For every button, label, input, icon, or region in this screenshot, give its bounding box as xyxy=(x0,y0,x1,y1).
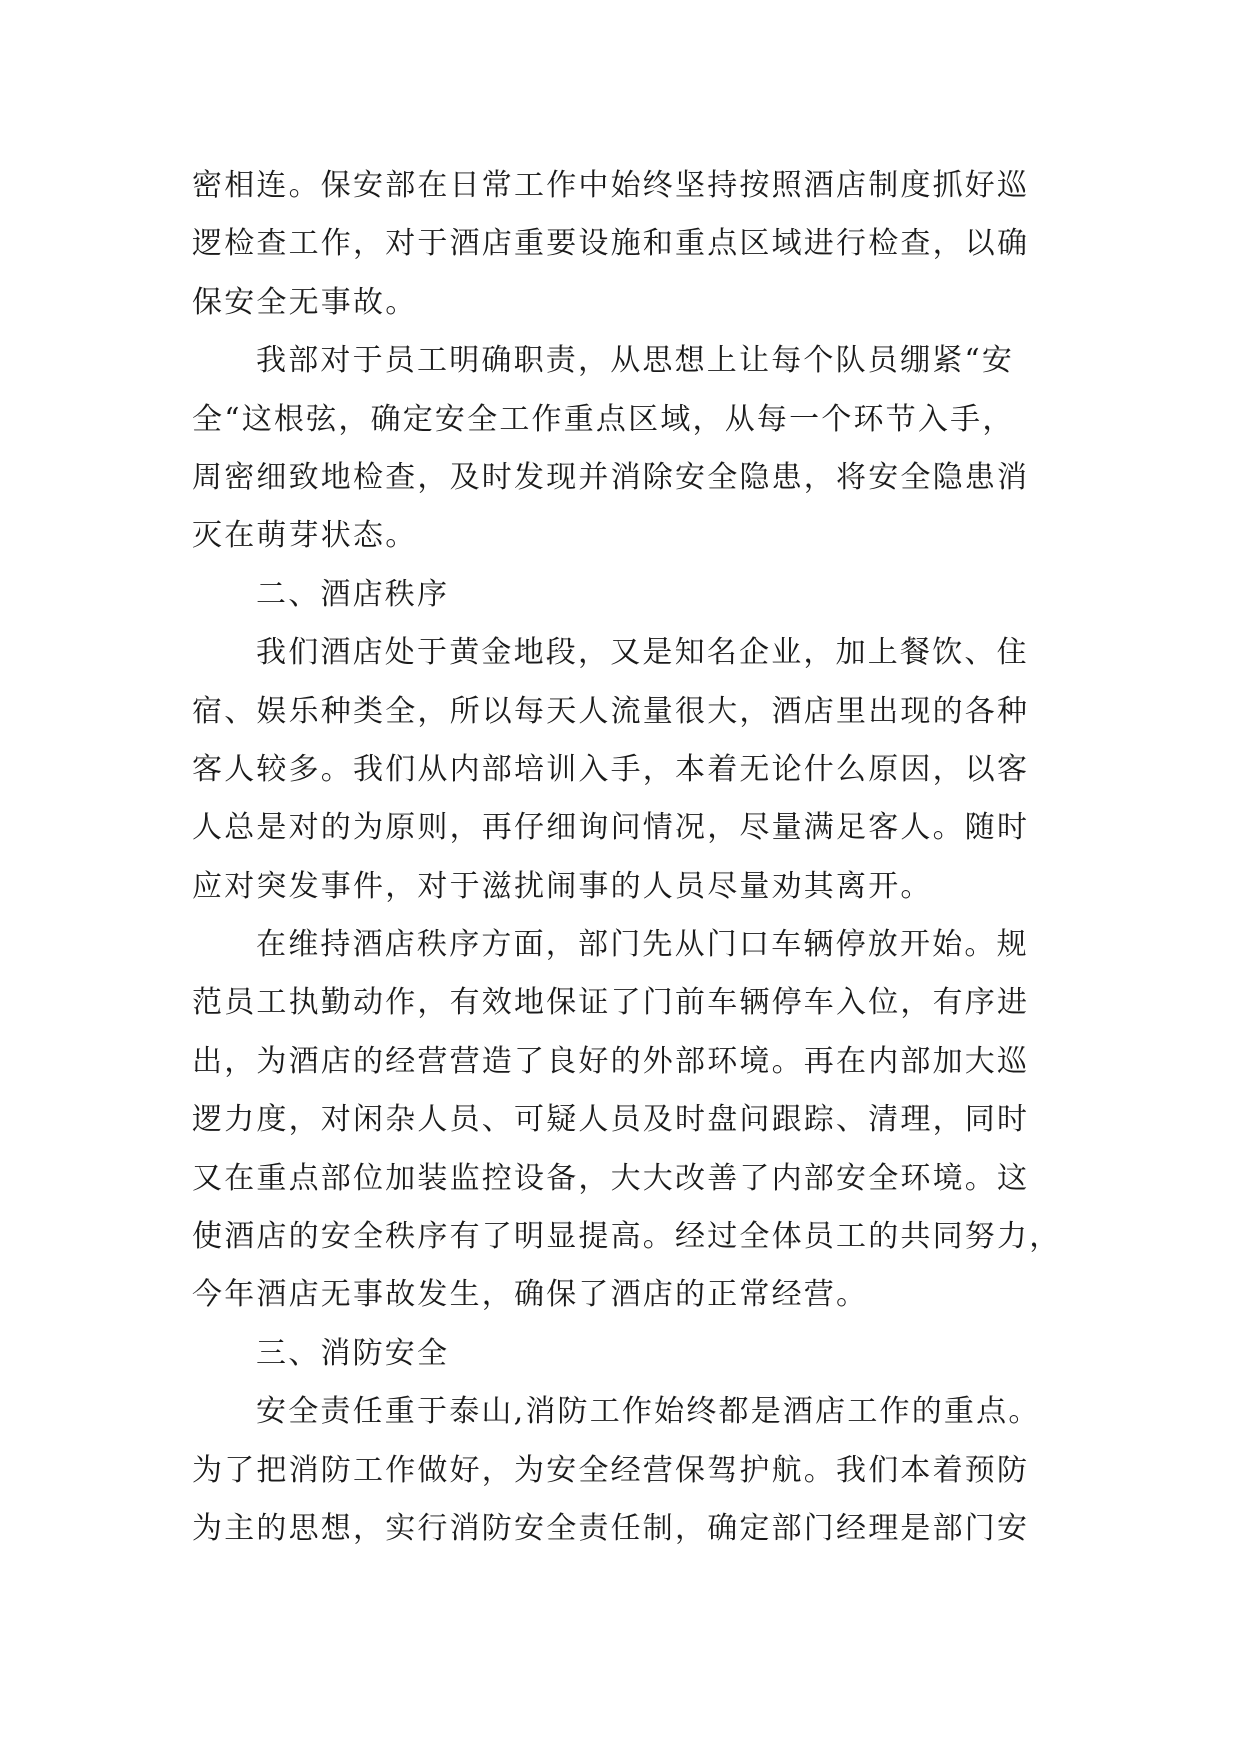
text-line: 范员工执勤动作，有效地保证了门前车辆停车入位，有序进 xyxy=(192,985,1030,1021)
text-line: 密相连。保安部在日常工作中始终坚持按照酒店制度抓好巡 xyxy=(192,168,1030,203)
text-line: 逻检查工作，对于酒店重要设施和重点区域进行检查，以确 xyxy=(192,226,1030,262)
text-line: 灭在萌芽状态。 xyxy=(192,518,418,554)
text-line: 又在重点部位加装监控设备，大大改善了内部安全环境。这 xyxy=(192,1160,1030,1196)
text-line: 出，为酒店的经营营造了良好的外部环境。再在内部加大巡 xyxy=(192,1043,1030,1079)
text-line: 安全责任重于泰山,消防工作始终都是酒店工作的重点。 xyxy=(256,1394,1041,1430)
text-line: 在维持酒店秩序方面，部门先从门口车辆停放开始。规 xyxy=(256,927,1029,963)
text-line: 今年酒店无事故发生，确保了酒店的正常经营。 xyxy=(192,1277,869,1313)
text-line: 客人较多。我们从内部培训入手，本着无论什么原因，以客 xyxy=(192,751,1030,787)
text-line: 我部对于员工明确职责，从思想上让每个队员绷紧“安 xyxy=(256,343,1015,379)
text-line: 应对突发事件，对于滋扰闹事的人员尽量劝其离开。 xyxy=(192,868,933,904)
text-line: 我们酒店处于黄金地段，又是知名企业，加上餐饮、住 xyxy=(256,635,1029,671)
text-line: 周密细致地检查，及时发现并消除安全隐患，将安全隐患消 xyxy=(192,459,1030,495)
text-line: 使酒店的安全秩序有了明显提高。经过全体员工的共同努力， xyxy=(192,1219,1062,1255)
text-line: 宿、娱乐种类全，所以每天人流量很大，酒店里出现的各种 xyxy=(192,693,1030,729)
text-line: 为主的思想，实行消防安全责任制，确定部门经理是部门安 xyxy=(192,1510,1030,1546)
document-body xyxy=(192,157,1062,1558)
text-line: 保安全无事故。 xyxy=(192,284,418,320)
text-line: 三、消防安全 xyxy=(256,1335,450,1371)
text-line: 全“这根弦，确定安全工作重点区域，从每一个环节入手， xyxy=(192,401,1015,437)
text-line: 二、酒店秩序 xyxy=(256,576,450,612)
text-line: 为了把消防工作做好，为安全经营保驾护航。我们本着预防 xyxy=(192,1452,1030,1488)
text-line: 逻力度，对闲杂人员、可疑人员及时盘问跟踪、清理，同时 xyxy=(192,1102,1030,1138)
text-line: 人总是对的为原则，再仔细询问情况，尽量满足客人。随时 xyxy=(192,810,1030,846)
